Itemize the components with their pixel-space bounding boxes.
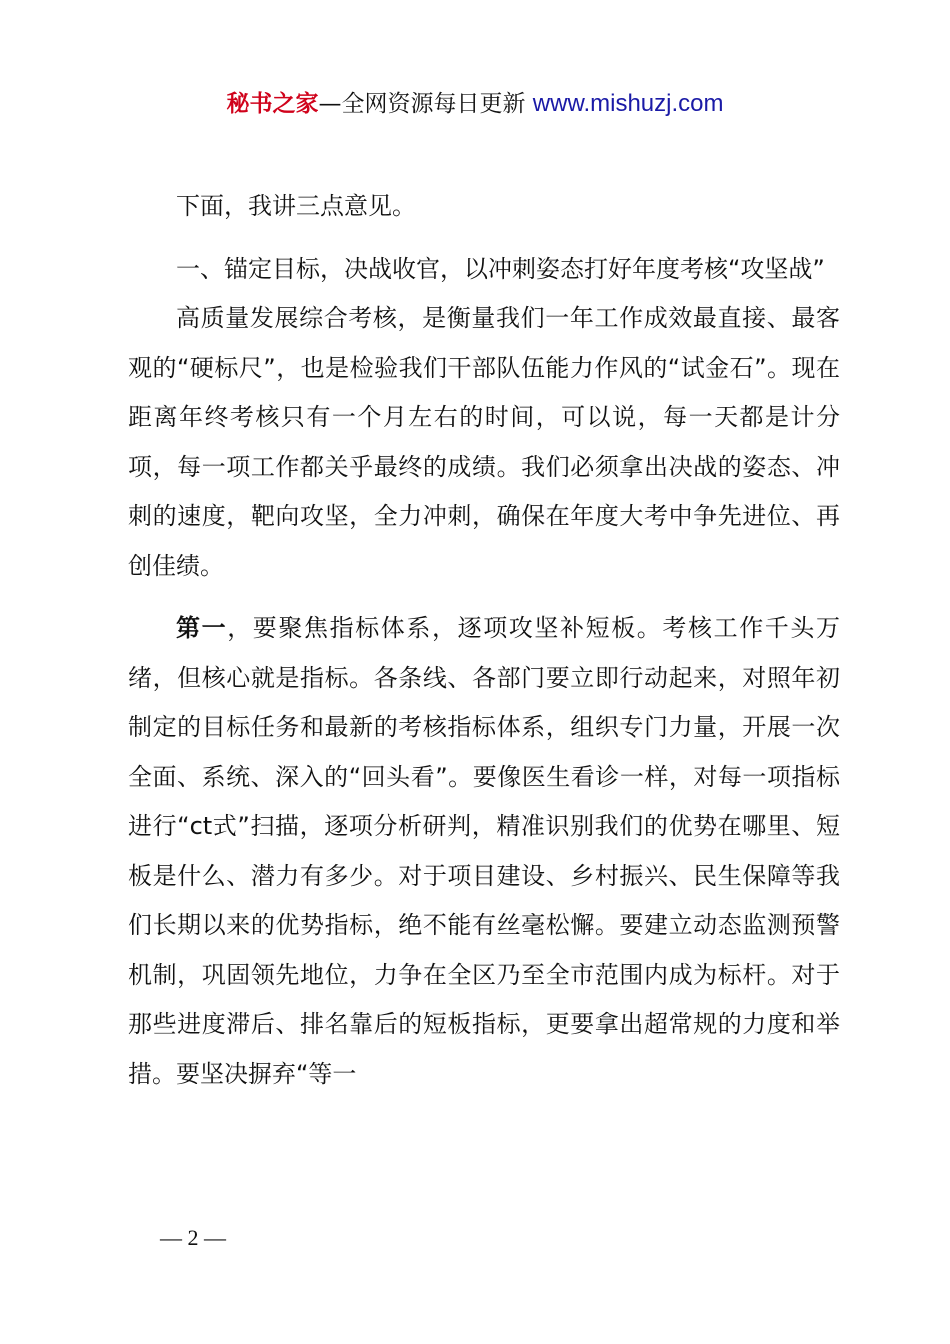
body-paragraph-first-point	[128, 604, 840, 1099]
page-number: — 2 —	[160, 1225, 226, 1250]
document-body	[128, 182, 840, 1112]
header-tagline: —全网资源每日更新	[318, 91, 526, 117]
body-paragraph: 高质量发展综合考核，是衡量我们一年工作成效最直接、最客观的“硬标尺”，也是检验我们干部队伍能力作风的“试金石”。现在距离年终考核只有一个月左右的时间，可以说，每一天都是计分项，每一项工作都关乎最终的成绩。我们必须拿出决战的姿态、冲刺的速度，靶向攻坚，全力冲刺，确保在年度大考中争先进位、再创佳绩。	[128, 304, 840, 580]
site-url-link[interactable]: www.mishuzj.com	[532, 90, 724, 117]
section-heading: 一、锚定目标，决战收官，以冲刺姿态打好年度考核“攻坚战”	[176, 254, 825, 283]
page-header	[0, 88, 950, 120]
brand-name: 秘书之家	[226, 91, 319, 117]
intro-paragraph: 下面，我讲三点意见。	[176, 192, 416, 220]
point-text: ，要聚焦指标体系，逐项攻坚补短板。考核工作千头万绪，但核心就是指标。各条线、各部门要立即行动起来，对照年初制定的目标任务和最新的考核指标体系，组织专门力量，开展一次全面、系统、深入的“回头看”。要像医生看诊一样，对每一项指标进行“ct式”扫描，逐项分析研判，精准识别我们的优势在哪里、短板是什么、潜力有多少。对于项目建设、乡村振兴、民生保障等我们长期以来的优势指标，绝不能有丝毫松懈。要建立动态监测预警机制，巩固领先地位，力争在全区乃至全市范围内成为标杆。对于那些进度滞后、排名靠后的短板指标，更要拿出超常规的力度和举措。要坚决摒弃“等一	[128, 614, 841, 1088]
point-lead: 第一	[176, 614, 228, 642]
